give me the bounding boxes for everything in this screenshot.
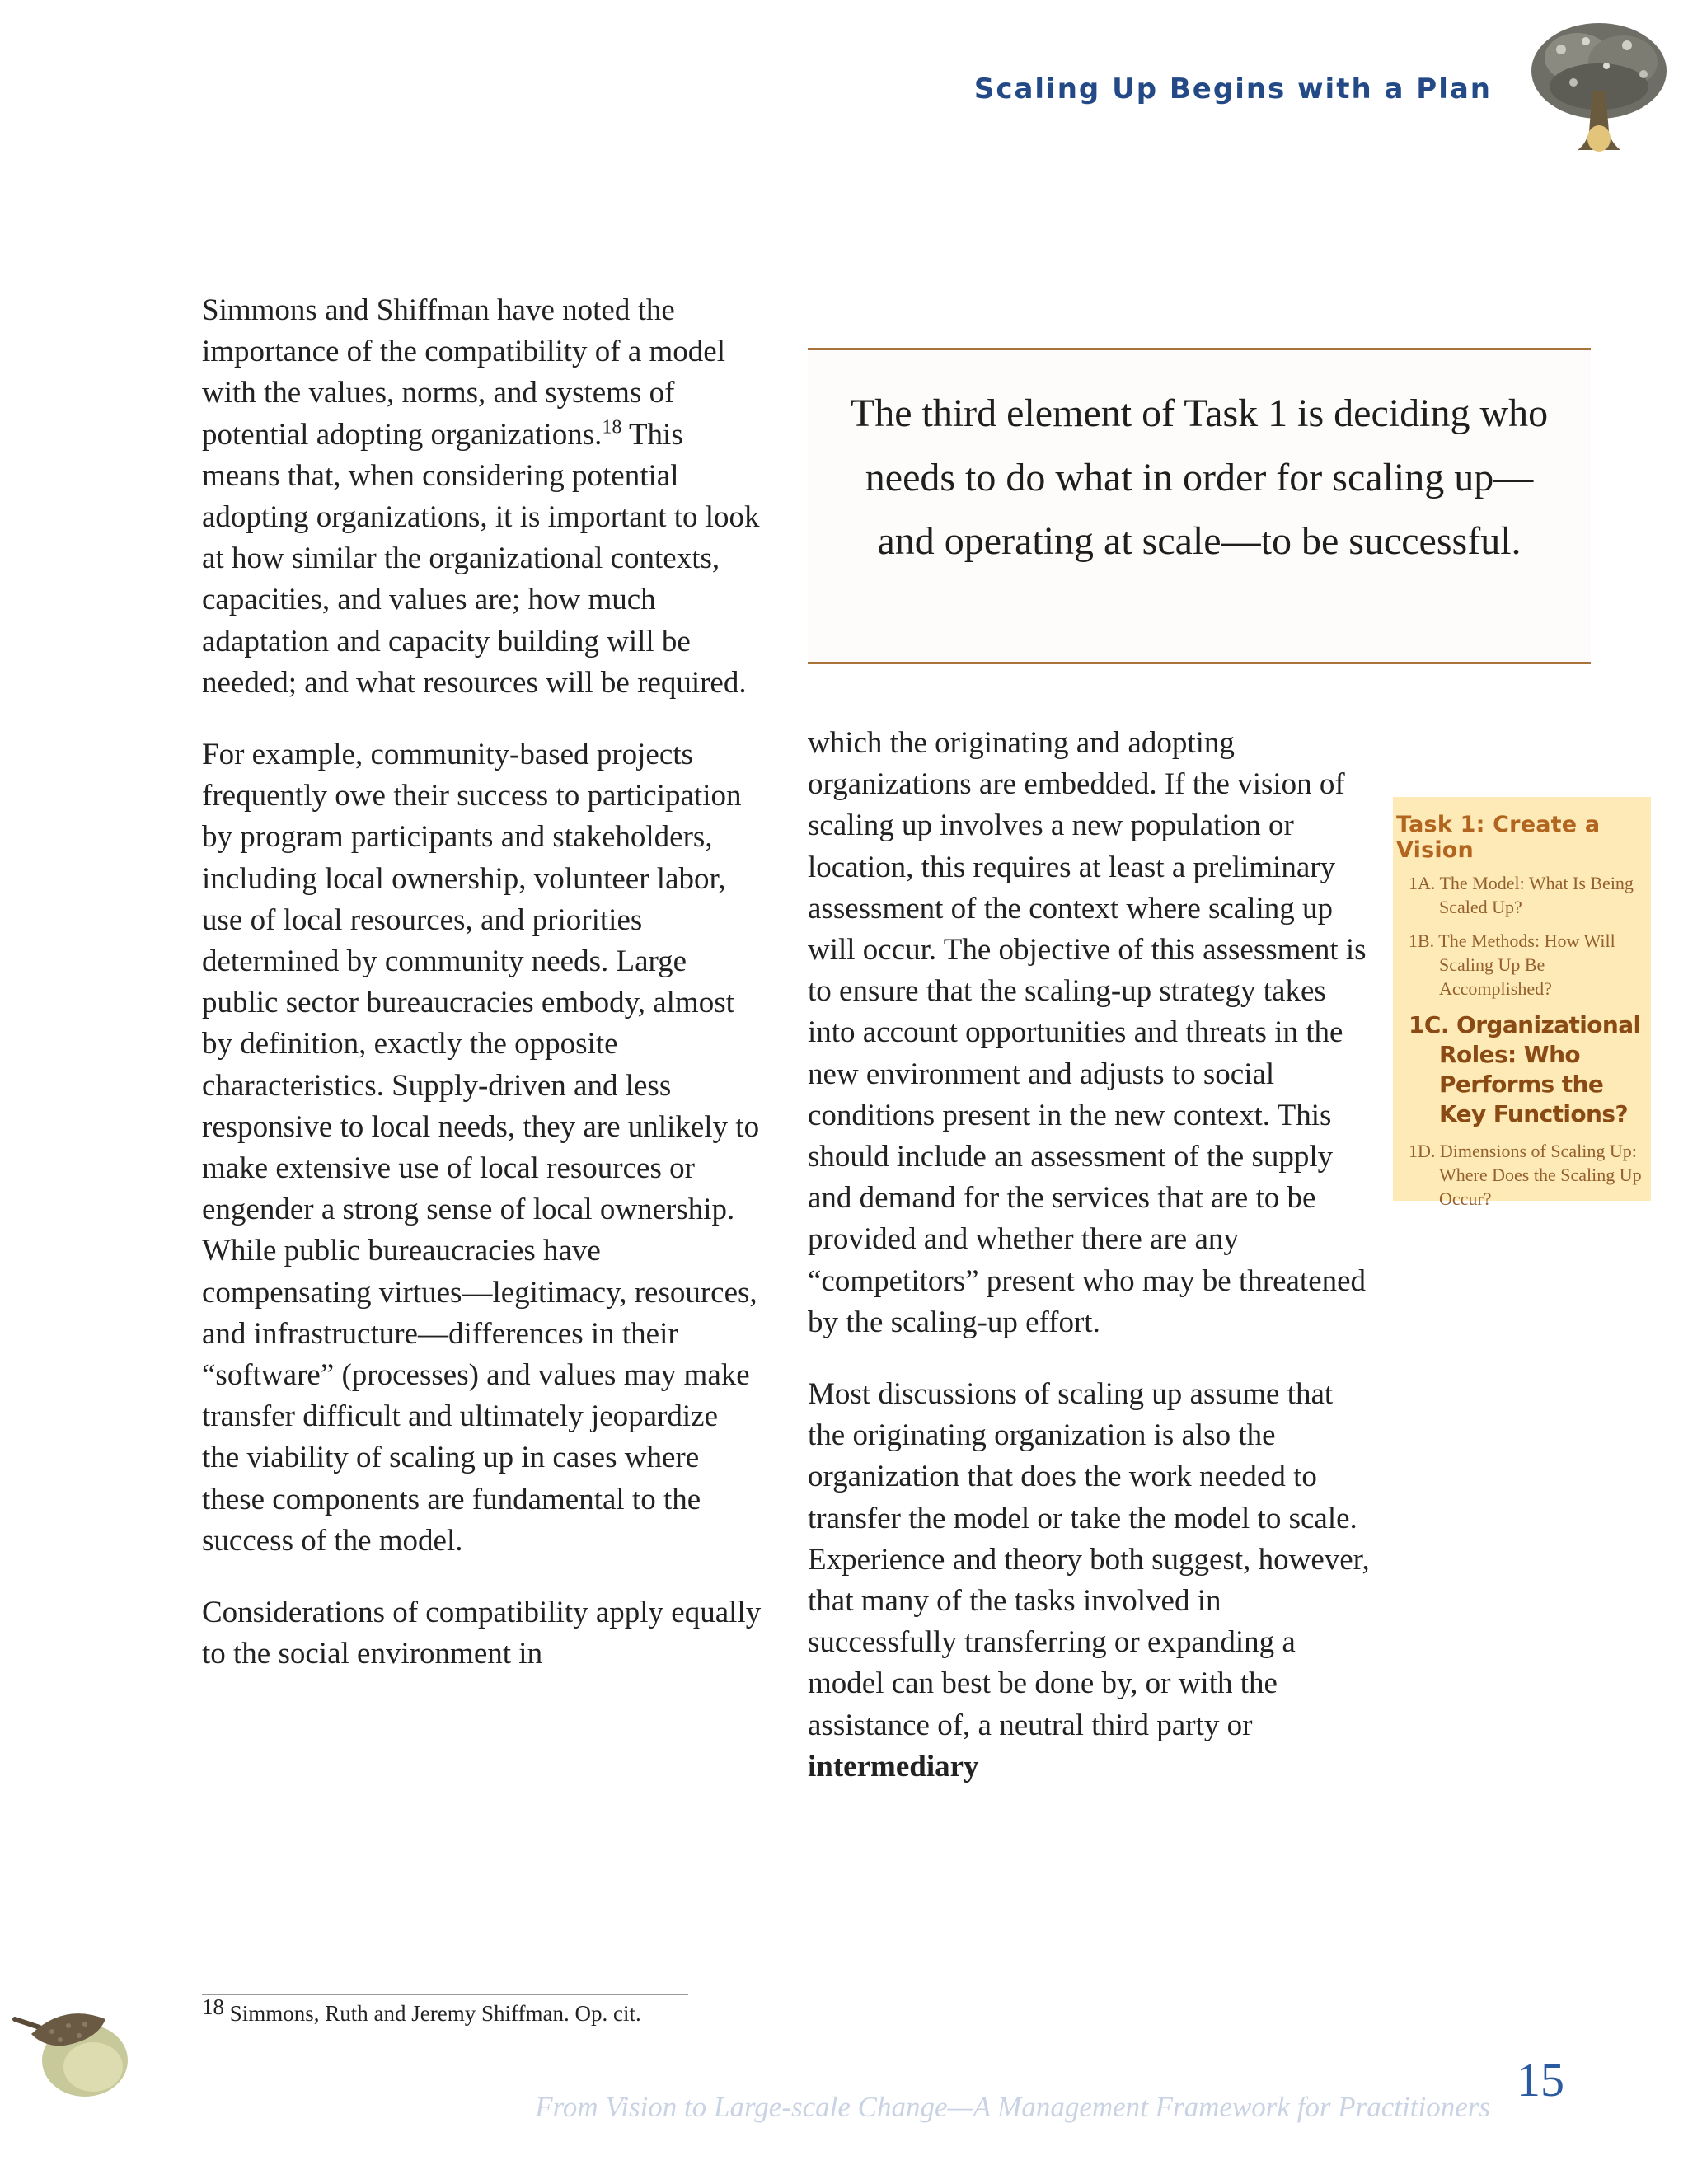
body-paragraph: which the originating and adopting organizations are embedded. If the vision of scaling up involves a new population or location, this requires at least a preliminary assessment of the context where scaling up will occur. The objective of this assessment is to ensure that the scaling-up strategy takes into account opportunities and threats in the new environment and adjusts to social conditions present in the new context. This should include an assessment of the supply and demand for the services that are to be provided and whether there are any “competitors” present who may be threatened by the scaling-up effort. bbox=[808, 726, 1367, 1339]
sidebar-item-1b: 1B. The Methods: How Will Scaling Up Be Accomplished? bbox=[1409, 930, 1615, 999]
page-number: 15 bbox=[1517, 2053, 1564, 2107]
sidebar-item-1d: 1D. Dimensions of Scaling Up: Where Does the Scaling Up Occur? bbox=[1409, 1141, 1642, 1209]
paragraph-text: Most discussions of scaling up assume that the originating organization is also the organization that does the work needed to transfer the model or take the model to scale. Experience and theory both suggest, however, that many of the tasks involved in successfully transferring or expanding a model can best be done by, or with the assistance of, a neutral third party or bbox=[808, 1377, 1370, 1742]
right-column bbox=[808, 723, 1376, 1818]
body-paragraph: For example, community-based projects frequently owe their success to participation by program participants and stakeholders, including local ownership, volunteer labor, use of local resources, and priorities determined by community needs. Large public sector bureaucracies embody, almost by definition, exactly the opposite characteristics. Supply-driven and less responsive to local needs, they are unlikely to make extensive use of local resources or engender a strong sense of local ownership. While public bureaucracies have compensating virtues—legitimacy, resources, and infrastructure—differences in their “software” (processes) and values may make transfer difficult and ultimately jeopardize the viability of scaling up in cases where these components are fundamental to the success of the model. bbox=[202, 738, 760, 1558]
sidebar-item-1a: 1A. The Model: What Is Being Scaled Up? bbox=[1409, 873, 1634, 917]
pull-quote bbox=[808, 348, 1591, 664]
footer-title: From Vision to Large-scale Change—A Management Framework for Practitioners bbox=[535, 2091, 1490, 2123]
body-paragraph bbox=[808, 1374, 1376, 1788]
sidebar-item-1c-active: 1C. Organizational Roles: Who Performs the Key Functions? bbox=[1409, 1011, 1641, 1127]
body-paragraph: Considerations of compatibility apply equally to the social environment in bbox=[202, 1596, 762, 1671]
footnote-text: Simmons, Ruth and Jeremy Shiffman. Op. cit. bbox=[224, 2001, 641, 2026]
oak-tree-icon bbox=[1528, 16, 1670, 157]
footnote bbox=[202, 1994, 1191, 2027]
paragraph-text: This means that, when considering potential adopting organizations, it is important to look at how similar the organizational contexts, capacities, and values are; how much adaptation and capacity building will be needed; and what resources will be required. bbox=[202, 417, 760, 700]
footnote-divider bbox=[202, 1994, 688, 1995]
paragraph-text: Simmons and Shiffman have noted the importance of the compatibility of a model with the values, norms, and systems of potential adopting organizations. bbox=[202, 293, 725, 452]
footnote-number: 18 bbox=[202, 1994, 224, 2019]
running-head: Scaling Up Begins with a Plan bbox=[973, 73, 1492, 105]
sidebar-title: Task 1: Create a Vision bbox=[1396, 812, 1601, 863]
glossary-term: intermediary bbox=[808, 1749, 979, 1783]
task-sidebar bbox=[1393, 797, 1651, 1209]
pull-quote-text: The third element of Task 1 is deciding who needs to do what in order for scaling up—and operating at scale—to be successful. bbox=[850, 391, 1549, 563]
left-column bbox=[202, 290, 762, 1706]
footnote-reference: 18 bbox=[602, 416, 622, 438]
body-paragraph bbox=[202, 290, 762, 704]
acorn-icon bbox=[7, 1994, 138, 2102]
